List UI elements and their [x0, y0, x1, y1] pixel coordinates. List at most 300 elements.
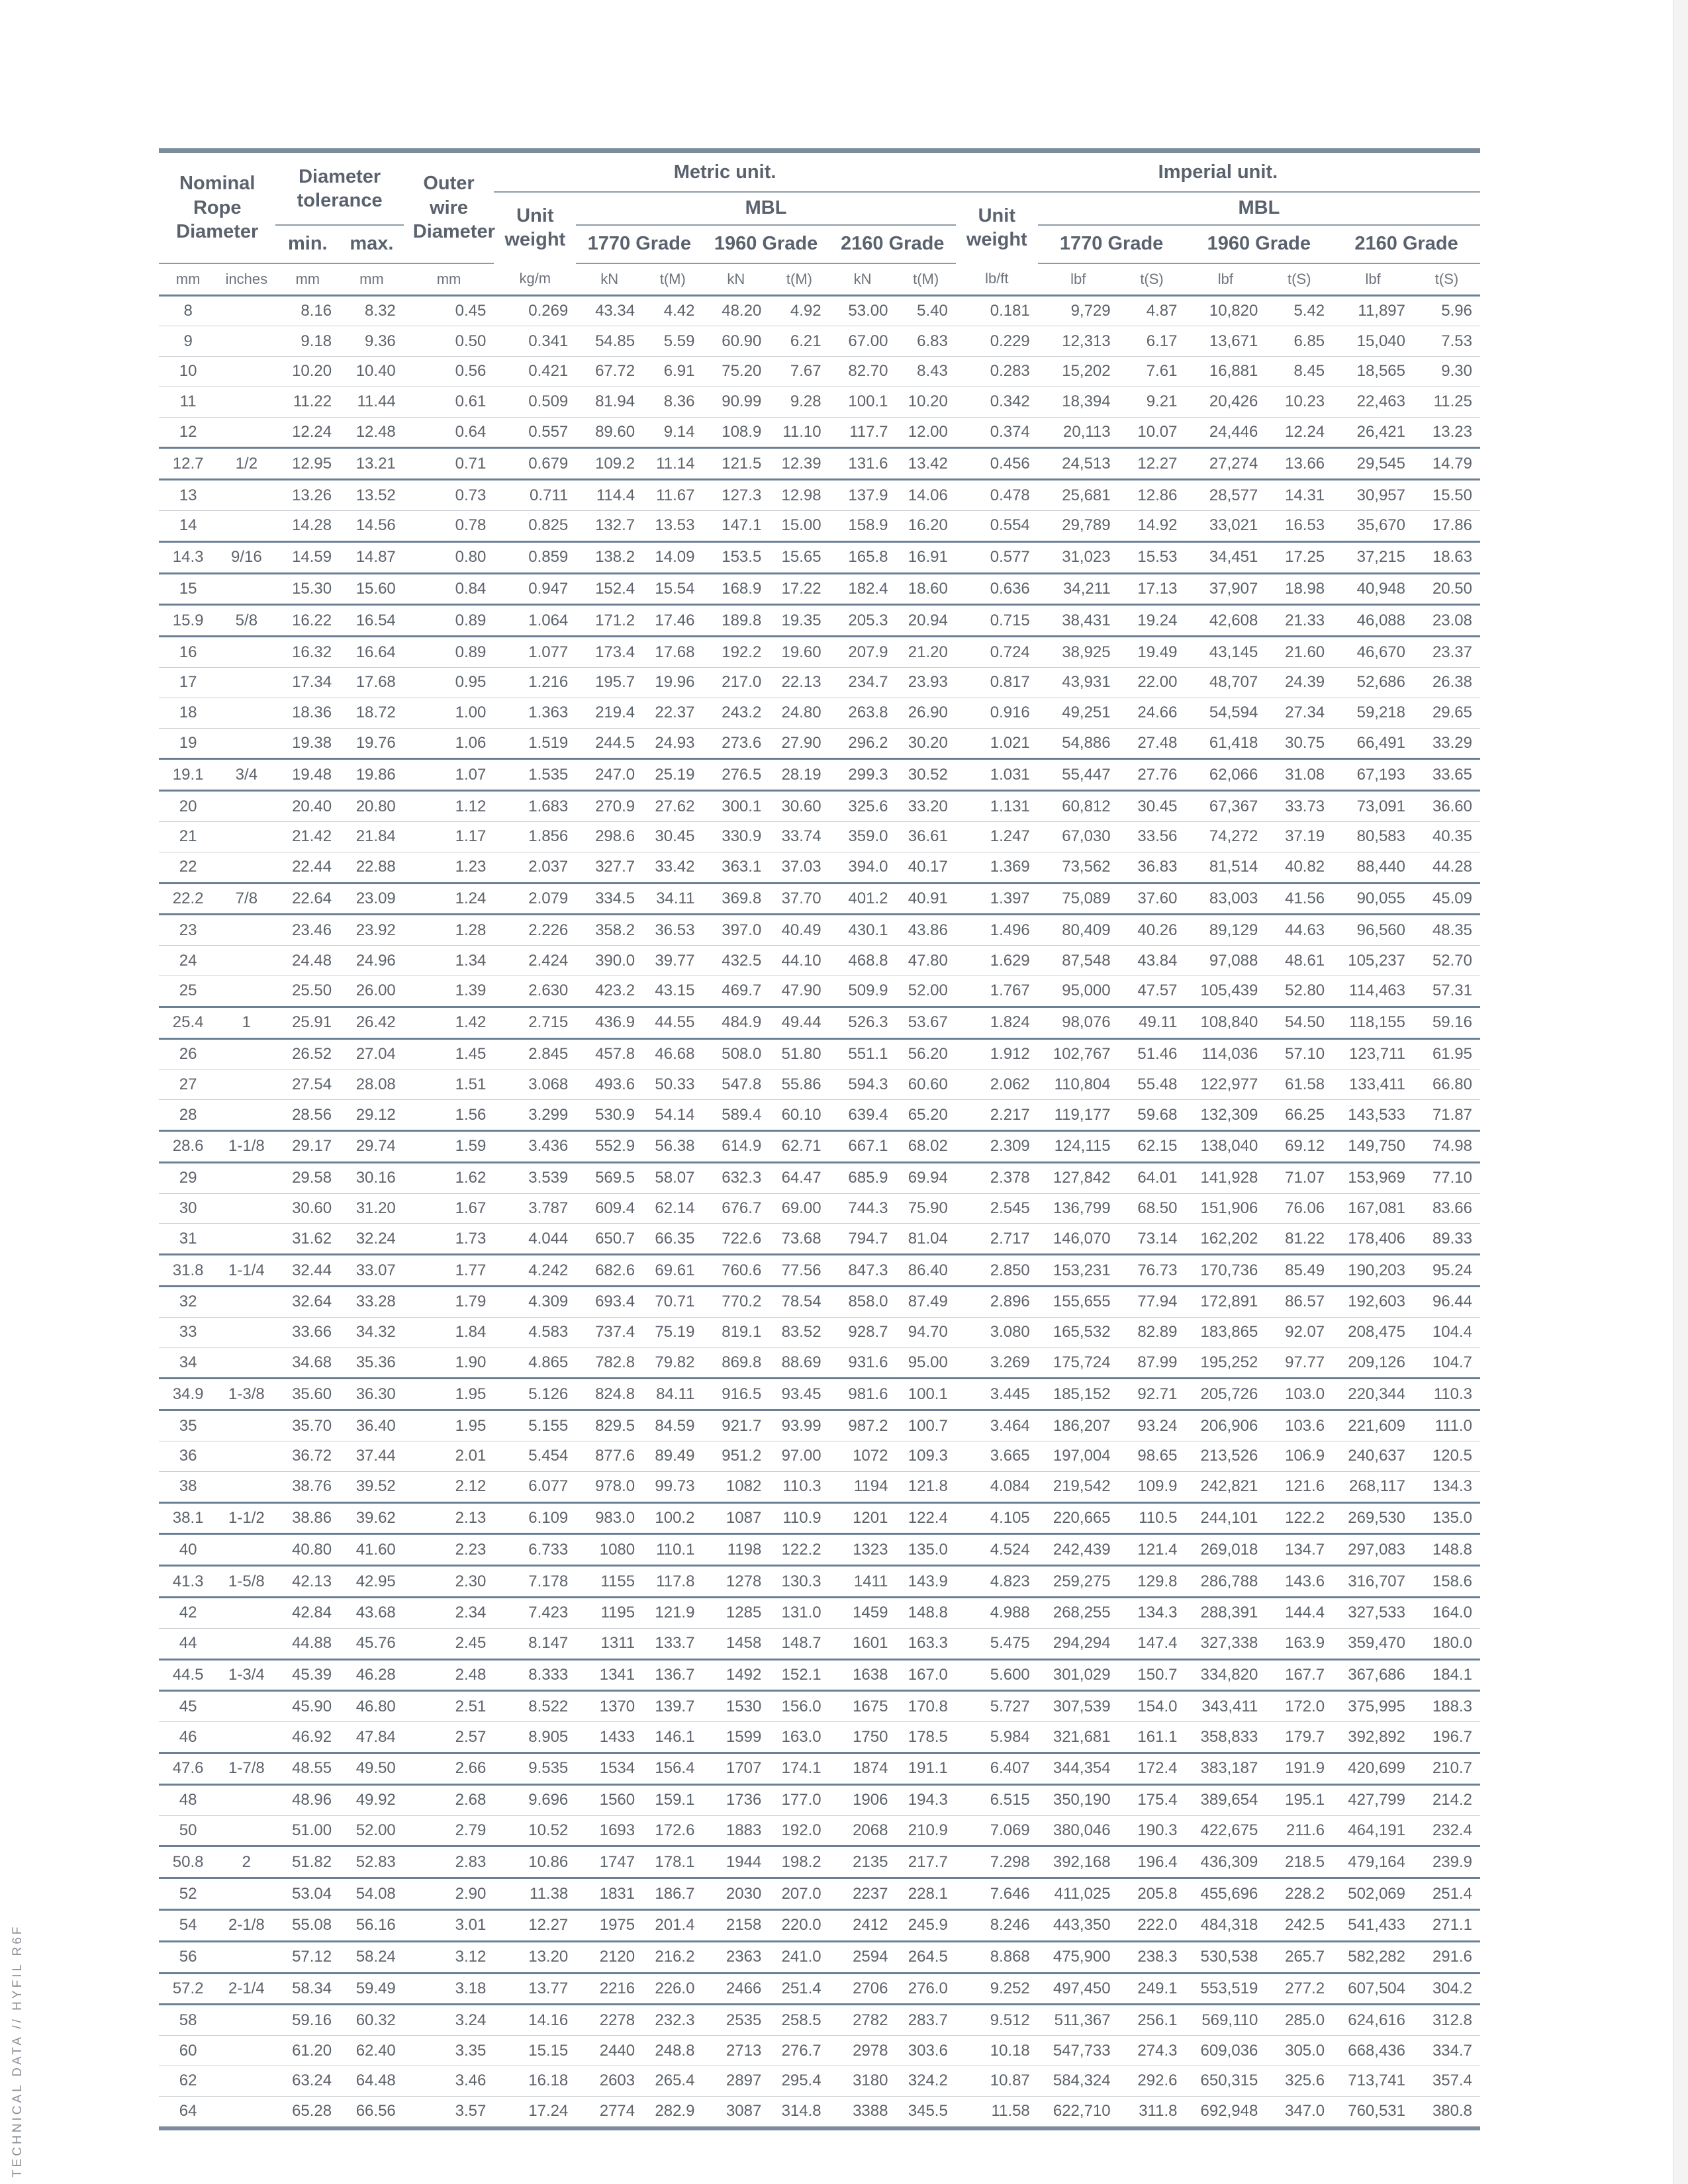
table-cell: 49.44 [769, 1007, 829, 1038]
table-cell: 90.99 [702, 387, 769, 417]
table-cell: 1.34 [404, 946, 494, 976]
table-cell: 43,931 [1038, 668, 1119, 698]
table-cell: 8 [159, 295, 217, 326]
table-cell: 94.70 [896, 1317, 955, 1347]
table-cell: 8.45 [1266, 357, 1333, 387]
table-row [159, 1007, 1480, 1038]
table-cell: 430.1 [829, 915, 896, 946]
table-cell: 182.4 [829, 573, 896, 605]
table-cell: 44.28 [1413, 852, 1480, 883]
header-imperial-2160: 2160 Grade [1333, 225, 1480, 263]
table-cell: 685.9 [829, 1162, 896, 1193]
table-cell: 17.22 [769, 573, 829, 605]
table-cell: 2-1/4 [217, 1973, 275, 2005]
table-cell: 27 [159, 1069, 217, 1100]
table-cell: 392,168 [1038, 1846, 1119, 1878]
table-cell: 23.09 [340, 883, 404, 915]
table-cell: 10.20 [896, 387, 955, 417]
table-cell: 18 [159, 698, 217, 728]
table-cell: 172.6 [643, 1815, 702, 1846]
table-cell: 38 [159, 1471, 217, 1502]
table-cell: 57.10 [1266, 1038, 1333, 1069]
table-cell: 97.00 [769, 1441, 829, 1471]
table-cell: 52,686 [1333, 668, 1413, 698]
table-cell: 1601 [829, 1628, 896, 1659]
table-cell [217, 915, 275, 946]
table-cell: 1278 [702, 1566, 769, 1598]
table-cell: 4.309 [494, 1287, 576, 1318]
table-cell: 2.896 [956, 1287, 1038, 1318]
table-cell: 2.30 [404, 1566, 494, 1598]
table-cell: 57.2 [159, 1973, 217, 2005]
table-row [159, 2096, 1480, 2128]
table-row [159, 1069, 1480, 1100]
table-cell: 1.95 [404, 1410, 494, 1441]
table-cell: 3.269 [956, 1347, 1038, 1379]
table-cell: 978.0 [576, 1471, 643, 1502]
table-row [159, 1379, 1480, 1410]
table-cell: 3.01 [404, 1909, 494, 1941]
table-cell: 146.1 [643, 1722, 702, 1753]
table-cell: 858.0 [829, 1287, 896, 1318]
table-cell: 122.2 [769, 1534, 829, 1566]
table-cell: 259,275 [1038, 1566, 1119, 1598]
table-cell: 175.4 [1119, 1784, 1186, 1815]
table-cell: 13.23 [1413, 417, 1480, 448]
table-cell: 824.8 [576, 1379, 643, 1410]
table-cell: 20,426 [1185, 387, 1266, 417]
table-cell: 53.67 [896, 1007, 955, 1038]
table-cell: 4.42 [643, 295, 702, 326]
table-cell: 96.44 [1413, 1287, 1480, 1318]
header-unit-weight-metric: Unit weight [504, 205, 566, 250]
table-cell: 4.865 [494, 1347, 576, 1379]
table-cell: 5.475 [956, 1628, 1038, 1659]
table-cell: 221,609 [1333, 1410, 1413, 1441]
table-cell: 0.64 [404, 417, 494, 448]
table-cell: 19.86 [340, 759, 404, 791]
table-cell: 1155 [576, 1566, 643, 1598]
table-cell: 15.15 [494, 2036, 576, 2066]
table-cell: 106.9 [1266, 1441, 1333, 1471]
table-cell: 14 [159, 511, 217, 542]
table-cell: 19.1 [159, 759, 217, 791]
header-nominal-diameter: Nominal Rope Diameter [159, 151, 275, 263]
table-cell: 59.68 [1119, 1100, 1186, 1131]
table-cell: 11,897 [1333, 295, 1413, 326]
table-cell [217, 417, 275, 448]
table-cell: 192,603 [1333, 1287, 1413, 1318]
table-cell: 241.0 [769, 1941, 829, 1973]
table-cell: 47.84 [340, 1722, 404, 1753]
table-cell: 288,391 [1185, 1597, 1266, 1628]
table-cell: 32.24 [340, 1224, 404, 1255]
table-cell: 29.12 [340, 1100, 404, 1131]
table-cell: 179.7 [1266, 1722, 1333, 1753]
table-cell [217, 387, 275, 417]
table-cell: 218.5 [1266, 1846, 1333, 1878]
table-cell: 54,886 [1038, 728, 1119, 759]
unit-cell: lbf [1038, 263, 1119, 296]
table-cell: 420,699 [1333, 1752, 1413, 1784]
table-cell: 103.0 [1266, 1379, 1333, 1410]
table-cell: 277.2 [1266, 1973, 1333, 2005]
table-cell: 1072 [829, 1441, 896, 1471]
table-cell: 64.48 [340, 2066, 404, 2096]
table-cell: 36.30 [340, 1379, 404, 1410]
table-cell: 782.8 [576, 1347, 643, 1379]
table-cell: 97,088 [1185, 946, 1266, 976]
table-cell: 2.01 [404, 1441, 494, 1471]
table-cell: 1087 [702, 1502, 769, 1534]
table-cell: 222.0 [1119, 1909, 1186, 1941]
table-cell: 357.4 [1413, 2066, 1480, 2096]
table-cell: 110.3 [769, 1471, 829, 1502]
table-cell: 66,491 [1333, 728, 1413, 759]
table-cell: 33.29 [1413, 728, 1480, 759]
table-cell: 6.17 [1119, 326, 1186, 357]
table-cell: 16 [159, 637, 217, 668]
table-cell: 27.76 [1119, 759, 1186, 791]
table-cell: 1.519 [494, 728, 576, 759]
table-cell: 83.52 [769, 1317, 829, 1347]
table-cell: 89.60 [576, 417, 643, 448]
table-cell: 43.15 [643, 976, 702, 1007]
table-cell: 5/8 [217, 605, 275, 637]
table-cell: 82.89 [1119, 1317, 1186, 1347]
table-cell: 314.8 [769, 2096, 829, 2128]
table-cell: 210.7 [1413, 1752, 1480, 1784]
table-cell: 52.83 [340, 1846, 404, 1878]
table-cell: 48 [159, 1784, 217, 1815]
table-row [159, 1224, 1480, 1255]
table-cell: 52.00 [896, 976, 955, 1007]
table-cell: 432.5 [702, 946, 769, 976]
table-cell: 44.63 [1266, 915, 1333, 946]
table-cell: 6.733 [494, 1534, 576, 1566]
table-cell: 244,101 [1185, 1502, 1266, 1534]
table-cell: 13 [159, 480, 217, 511]
table-cell: 33,021 [1185, 511, 1266, 542]
table-cell: 167.0 [896, 1659, 955, 1691]
table-cell: 60.60 [896, 1069, 955, 1100]
table-cell: 24 [159, 946, 217, 976]
table-cell: 5.126 [494, 1379, 576, 1410]
table-cell: 49.50 [340, 1752, 404, 1784]
table-cell: 39.62 [340, 1502, 404, 1534]
table-cell: 380,046 [1038, 1815, 1119, 1846]
table-cell: 13.20 [494, 1941, 576, 1973]
table-cell: 102,767 [1038, 1038, 1119, 1069]
table-cell: 0.557 [494, 417, 576, 448]
table-cell: 367,686 [1333, 1659, 1413, 1691]
table-cell: 9.696 [494, 1784, 576, 1815]
table-cell: 11.14 [643, 448, 702, 480]
table-cell: 62.14 [643, 1193, 702, 1224]
table-cell: 27.48 [1119, 728, 1186, 759]
table-cell: 232.4 [1413, 1815, 1480, 1846]
table-cell: 551.1 [829, 1038, 896, 1069]
table-cell: 245.9 [896, 1909, 955, 1941]
table-cell: 268,117 [1333, 1471, 1413, 1502]
table-cell: 1707 [702, 1752, 769, 1784]
table-cell [217, 1287, 275, 1318]
table-cell: 89.33 [1413, 1224, 1480, 1255]
table-cell: 291.6 [1413, 1941, 1480, 1973]
table-cell: 0.724 [956, 637, 1038, 668]
table-cell: 2.34 [404, 1597, 494, 1628]
table-cell: 191.1 [896, 1752, 955, 1784]
table-cell: 151,906 [1185, 1193, 1266, 1224]
table-cell: 22.44 [275, 852, 340, 883]
table-cell: 30.45 [1119, 791, 1186, 822]
table-cell: 2.23 [404, 1534, 494, 1566]
table-cell: 1311 [576, 1628, 643, 1659]
table-cell: 54.85 [576, 326, 643, 357]
table-cell: 1.84 [404, 1317, 494, 1347]
table-cell: 298.6 [576, 822, 643, 852]
table-cell: 1.79 [404, 1287, 494, 1318]
table-cell [217, 1347, 275, 1379]
table-row [159, 1628, 1480, 1659]
table-cell: 62.40 [340, 2036, 404, 2066]
table-cell: 1.064 [494, 605, 576, 637]
table-cell [217, 1534, 275, 1566]
table-cell: 9 [159, 326, 217, 357]
table-cell: 240,637 [1333, 1441, 1413, 1471]
table-cell: 10.86 [494, 1846, 576, 1878]
table-cell: 2535 [702, 2005, 769, 2036]
table-cell: 2466 [702, 1973, 769, 2005]
table-cell: 22.00 [1119, 668, 1186, 698]
table-cell: 10.20 [275, 357, 340, 387]
table-cell: 205.3 [829, 605, 896, 637]
table-cell: 2774 [576, 2096, 643, 2128]
table-cell: 530,538 [1185, 1941, 1266, 1973]
table-cell: 89,129 [1185, 915, 1266, 946]
table-cell: 32 [159, 1287, 217, 1318]
table-cell: 248.8 [643, 2036, 702, 2066]
table-cell: 14.79 [1413, 448, 1480, 480]
table-cell: 311.8 [1119, 2096, 1186, 2128]
table-cell: 98.65 [1119, 1441, 1186, 1471]
table-cell: 22.88 [340, 852, 404, 883]
table-cell: 13.26 [275, 480, 340, 511]
table-cell [217, 668, 275, 698]
table-cell: 3.299 [494, 1100, 576, 1131]
table-cell: 4.105 [956, 1502, 1038, 1534]
table-cell: 132,309 [1185, 1100, 1266, 1131]
table-cell: 86.57 [1266, 1287, 1333, 1318]
table-cell: 30 [159, 1193, 217, 1224]
table-cell: 64 [159, 2096, 217, 2128]
table-cell: 301,029 [1038, 1659, 1119, 1691]
table-cell: 44 [159, 1628, 217, 1659]
table-cell: 228.1 [896, 1878, 955, 1910]
table-cell: 502,069 [1333, 1878, 1413, 1910]
table-cell: 146,070 [1038, 1224, 1119, 1255]
table-cell: 201.4 [643, 1909, 702, 1941]
table-cell: 207.9 [829, 637, 896, 668]
table-cell: 205,726 [1185, 1379, 1266, 1410]
table-cell: 1.90 [404, 1347, 494, 1379]
table-cell: 105,439 [1185, 976, 1266, 1007]
table-cell: 149,750 [1333, 1131, 1413, 1163]
table-cell: 324.2 [896, 2066, 955, 2096]
table-cell: 509.9 [829, 976, 896, 1007]
table-cell: 178.5 [896, 1722, 955, 1753]
table-cell: 264.5 [896, 1941, 955, 1973]
table-row [159, 2005, 1480, 2036]
table-cell: 847.3 [829, 1255, 896, 1287]
table-cell: 19.60 [769, 637, 829, 668]
table-cell: 12.86 [1119, 480, 1186, 511]
table-cell: 294,294 [1038, 1628, 1119, 1659]
table-cell: 12.48 [340, 417, 404, 448]
table-cell: 582,282 [1333, 1941, 1413, 1973]
table-cell: 983.0 [576, 1502, 643, 1534]
table-cell: 21.60 [1266, 637, 1333, 668]
table-cell: 47.6 [159, 1752, 217, 1784]
table-cell: 3.18 [404, 1973, 494, 2005]
table-cell: 134.7 [1266, 1534, 1333, 1566]
table-cell: 185,152 [1038, 1379, 1119, 1410]
table-cell: 23.92 [340, 915, 404, 946]
table-cell: 66.56 [340, 2096, 404, 2128]
table-cell: 44.5 [159, 1659, 217, 1691]
table-cell: 770.2 [702, 1287, 769, 1318]
table-cell: 358,833 [1185, 1722, 1266, 1753]
table-cell: 184.1 [1413, 1659, 1480, 1691]
table-cell: 23.46 [275, 915, 340, 946]
table-cell: 40.49 [769, 915, 829, 946]
table-cell: 148.8 [1413, 1534, 1480, 1566]
table-cell: 39.52 [340, 1471, 404, 1502]
table-cell: 52.00 [340, 1815, 404, 1846]
table-cell: 83.66 [1413, 1193, 1480, 1224]
table-row [159, 637, 1480, 668]
table-cell: 180.0 [1413, 1628, 1480, 1659]
table-cell: 37.03 [769, 852, 829, 883]
table-cell: 41.60 [340, 1534, 404, 1566]
table-cell: 392,892 [1333, 1722, 1413, 1753]
table-row [159, 728, 1480, 759]
table-cell: 143,533 [1333, 1100, 1413, 1131]
table-cell: 22.13 [769, 668, 829, 698]
table-cell: 68.02 [896, 1131, 955, 1163]
table-cell: 133,411 [1333, 1069, 1413, 1100]
table-cell: 330.9 [702, 822, 769, 852]
table-cell: 26.00 [340, 976, 404, 1007]
table-cell: 1341 [576, 1659, 643, 1691]
table-cell: 66.25 [1266, 1100, 1333, 1131]
table-cell: 83,003 [1185, 883, 1266, 915]
table-cell: 6.109 [494, 1502, 576, 1534]
table-cell [217, 1722, 275, 1753]
table-cell: 114,036 [1185, 1038, 1266, 1069]
table-cell: 321,681 [1038, 1722, 1119, 1753]
table-cell: 327.7 [576, 852, 643, 883]
table-cell: 1.363 [494, 698, 576, 728]
table-cell: 30.16 [340, 1162, 404, 1193]
table-cell: 497,450 [1038, 1973, 1119, 2005]
table-cell: 59,218 [1333, 698, 1413, 728]
table-cell [217, 2036, 275, 2066]
table-cell: 3.12 [404, 1941, 494, 1973]
table-cell: 2.217 [956, 1100, 1038, 1131]
table-cell: 327,338 [1185, 1628, 1266, 1659]
table-cell: 33.07 [340, 1255, 404, 1287]
table-cell: 2237 [829, 1878, 896, 1910]
table-cell: 0.71 [404, 448, 494, 480]
table-cell [217, 1941, 275, 1973]
table-row [159, 946, 1480, 976]
table-cell: 111.0 [1413, 1410, 1480, 1441]
table-cell: 13.53 [643, 511, 702, 542]
table-cell: 219.4 [576, 698, 643, 728]
table-cell: 325.6 [1266, 2066, 1333, 2096]
unit-cell: mm [404, 263, 494, 296]
table-cell: 196.4 [1119, 1846, 1186, 1878]
table-cell: 36.53 [643, 915, 702, 946]
table-cell: 232.3 [643, 2005, 702, 2036]
table-cell: 19.76 [340, 728, 404, 759]
table-cell: 3.24 [404, 2005, 494, 2036]
table-cell [217, 1069, 275, 1100]
table-cell: 29,545 [1333, 448, 1413, 480]
table-cell: 305.0 [1266, 2036, 1333, 2066]
table-cell: 14.31 [1266, 480, 1333, 511]
table-cell: 161.1 [1119, 1722, 1186, 1753]
table-cell: 1.51 [404, 1069, 494, 1100]
table-cell: 11.25 [1413, 387, 1480, 417]
table-cell: 198.2 [769, 1846, 829, 1878]
table-row [159, 852, 1480, 883]
table-cell: 178,406 [1333, 1224, 1413, 1255]
table-cell: 63.24 [275, 2066, 340, 2096]
table-cell: 25,681 [1038, 480, 1119, 511]
table-cell [217, 511, 275, 542]
table-cell: 51.80 [769, 1038, 829, 1069]
table-cell: 210.9 [896, 1815, 955, 1846]
table-cell: 228.2 [1266, 1878, 1333, 1910]
table-cell: 0.478 [956, 480, 1038, 511]
table-cell: 397.0 [702, 915, 769, 946]
table-cell: 49.11 [1119, 1007, 1186, 1038]
table-cell: 1-5/8 [217, 1566, 275, 1598]
table-cell: 61.20 [275, 2036, 340, 2066]
table-cell: 1.216 [494, 668, 576, 698]
table-cell: 84.59 [643, 1410, 702, 1441]
table-cell: 274.3 [1119, 2036, 1186, 2066]
table-cell: 19.48 [275, 759, 340, 791]
table-cell: 217.0 [702, 668, 769, 698]
table-cell: 2.79 [404, 1815, 494, 1846]
table-cell: 36 [159, 1441, 217, 1471]
table-cell: 2.309 [956, 1131, 1038, 1163]
table-cell: 312.8 [1413, 2005, 1480, 2036]
table-cell: 172.0 [1266, 1691, 1333, 1722]
table-cell: 951.2 [702, 1441, 769, 1471]
table-cell: 15.54 [643, 573, 702, 605]
table-cell: 17.25 [1266, 541, 1333, 573]
table-cell: 0.711 [494, 480, 576, 511]
table-row [159, 1410, 1480, 1441]
table-cell: 12.39 [769, 448, 829, 480]
table-cell: 1534 [576, 1752, 643, 1784]
table-cell: 2.424 [494, 946, 576, 976]
table-row [159, 1597, 1480, 1628]
